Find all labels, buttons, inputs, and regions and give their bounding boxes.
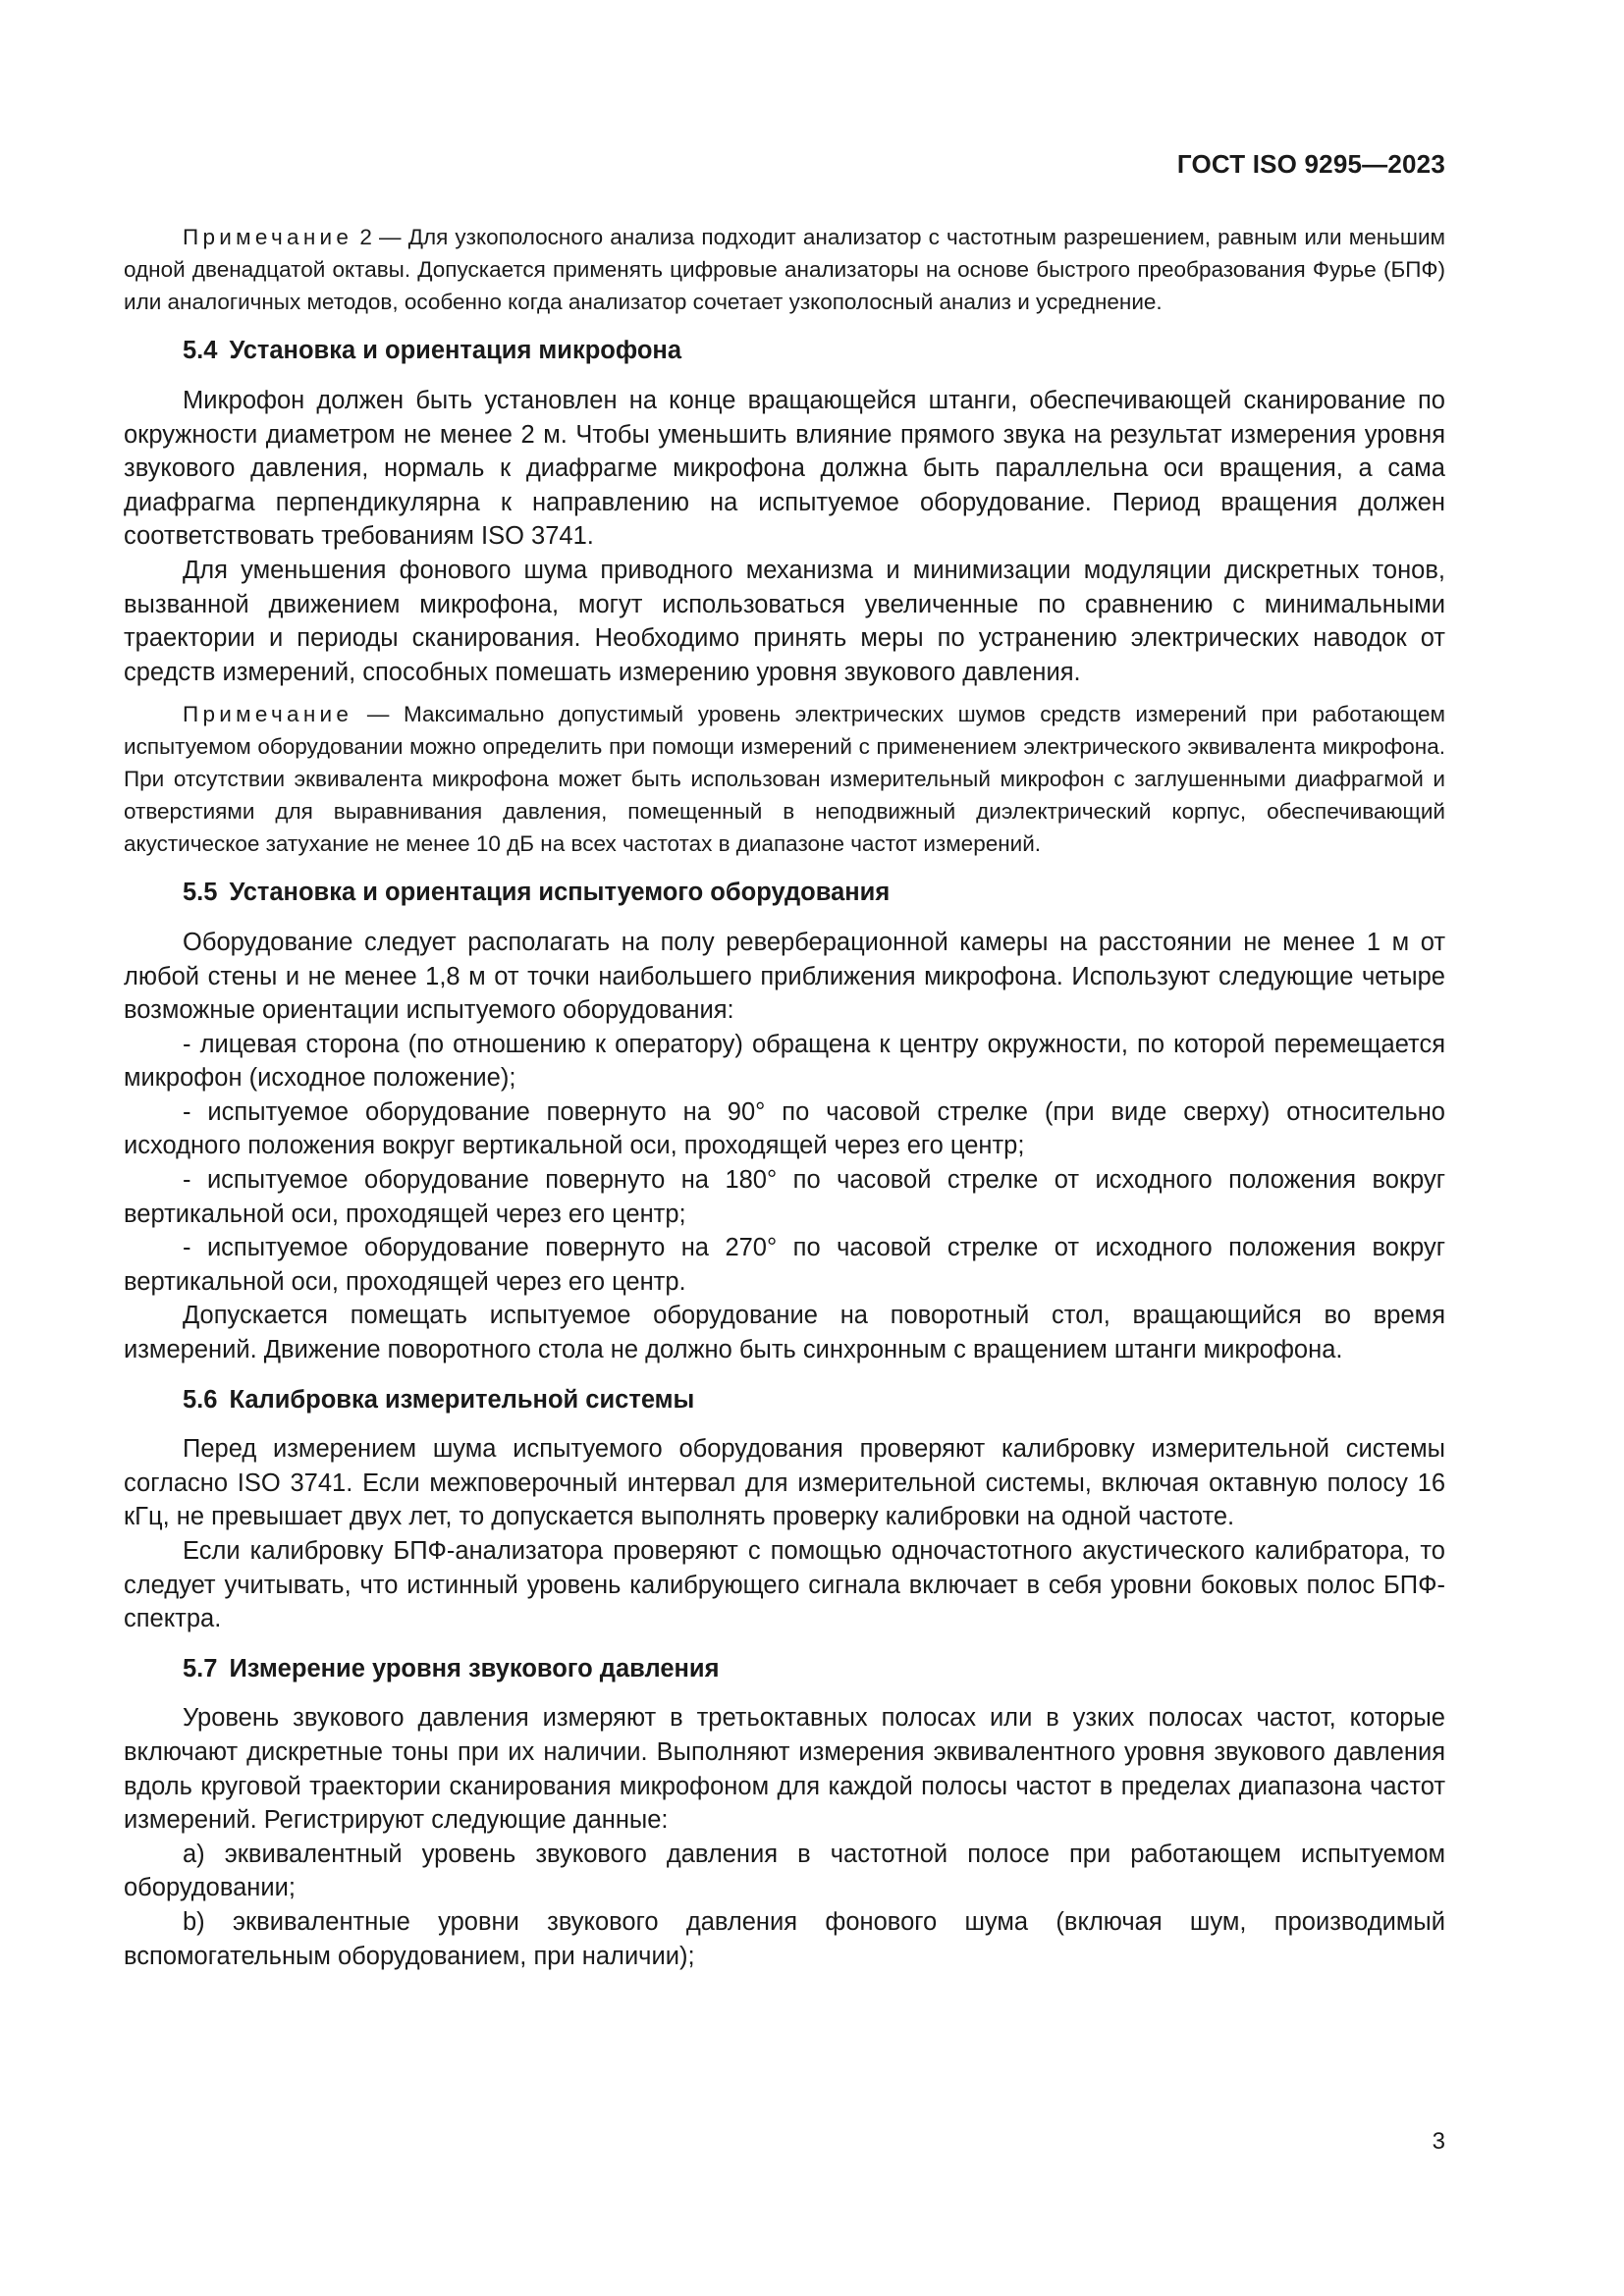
- paragraph: Микрофон должен быть установлен на конце вращающейся штанги, обеспечивающей сканирование по окружности диаметром не менее 2 м. Чтобы уменьшить влияние прямого звука на результат измерения уровня звукового давления, нормаль к диафрагме микрофона должна быть параллельна оси вращения, а сама диафрагма перпендикулярна к направлению на испытуемое оборудование. Период вращения должен соответствовать требованиям ISO 3741.: [124, 386, 1445, 551]
- paragraph: Если калибровку БПФ-анализатора проверяют с помощью одночастотного акустического калибратора, то следует учитывать, что истинный уровень калибрующего сигнала включает в себя уровни боковых полос БПФ-спектра.: [124, 1537, 1445, 1633]
- list-item: a) эквивалентный уровень звукового давления в частотной полосе при работающем испытуемом оборудовании;: [124, 1840, 1445, 1902]
- section-number: 5.6: [183, 1385, 218, 1414]
- note-text: — Максимально допустимый уровень электрических шумов средств измерений при работающем испытуемом оборудовании можно определить при помощи измерений с применением электрического эквивалента микрофона. При отсутствии эквивалента микрофона может быть использован измерительный микрофон с заглушенными диафрагмой и отверстиями для выравнивания давления, помещенный в неподвижный диэлектрический корпус, обеспечивающий акустическое затухание не менее 10 дБ на всех частотах в диапазоне частот измерений.: [124, 702, 1445, 856]
- section-title: Установка и ориентация микрофона: [229, 337, 681, 365]
- note-text: 2 — Для узкополосного анализа подходит анализатор с частотным разрешением, равным или меньшим одной двенадцатой октавы. Допускается применять цифровые анализаторы на основе быстрого преобразования Фурье (БПФ) или аналогичных методов, особенно когда анализатор сочетает узкополосный анализ и усреднение.: [124, 225, 1445, 314]
- list-item: - лицевая сторона (по отношению к оператору) обращена к центру окружности, по которой перемещается микрофон (исходное положение);: [124, 1030, 1445, 1093]
- list-item: - испытуемое оборудование повернуто на 90° по часовой стрелке (при виде сверху) относительно исходного положения вокруг вертикальной оси, проходящей через его центр;: [124, 1097, 1445, 1160]
- note-2: [124, 222, 1445, 318]
- note-label: Примечание: [183, 702, 353, 727]
- section-title: Установка и ориентация испытуемого оборудования: [229, 879, 891, 907]
- section-number: 5.7: [183, 1654, 218, 1682]
- paragraph: Перед измерением шума испытуемого оборудования проверяют калибровку измерительной системы согласно ISO 3741. Если межповерочный интервал для измерительной системы, включая октавную полосу 16 кГц, не превышает двух лет, то допускается выполнять проверку калибровки на одной частоте.: [124, 1435, 1445, 1531]
- page-content: [124, 222, 1445, 1973]
- note: [124, 699, 1445, 860]
- paragraph: Для уменьшения фонового шума приводного механизма и минимизации модуляции дискретных тонов, вызванной движением микрофона, могут использоваться увеличенные по сравнению с минимальными траектории и периоды сканирования. Необходимо принять меры по устранению электрических наводок от средств измерений, способных помешать измерению уровня звукового давления.: [124, 556, 1445, 686]
- paragraph: Уровень звукового давления измеряют в третьоктавных полосах или в узких полосах частот, которые включают дискретные тоны при их наличии. Выполняют измерения эквивалентного уровня звукового давления вдоль круговой траектории сканирования микрофоном для каждой полосы частот в пределах диапазона частот измерений. Регистрируют следующие данные:: [124, 1704, 1445, 1835]
- list-item: - испытуемое оборудование повернуто на 180° по часовой стрелке от исходного положения вокруг вертикальной оси, проходящей через его центр;: [124, 1166, 1445, 1228]
- section-heading-5-4: [124, 334, 1445, 368]
- section-number: 5.5: [183, 879, 218, 907]
- section-heading-5-5: [124, 876, 1445, 910]
- section-heading-5-7: [124, 1652, 1445, 1686]
- list-item: - испытуемое оборудование повернуто на 270° по часовой стрелке от исходного положения вокруг вертикальной оси, проходящей через его центр.: [124, 1234, 1445, 1296]
- note-label: Примечание: [183, 225, 353, 249]
- paragraph: Допускается помещать испытуемое оборудование на поворотный стол, вращающийся во время измерений. Движение поворотного стола не должно быть синхронным с вращением штанги микрофона.: [124, 1302, 1445, 1364]
- section-title: Калибровка измерительной системы: [229, 1385, 695, 1414]
- section-heading-5-6: [124, 1383, 1445, 1417]
- standard-designation: ГОСТ ISO 9295—2023: [1176, 149, 1445, 179]
- list-item: b) эквивалентные уровни звукового давления фонового шума (включая шум, производимый вспомогательным оборудованием, при наличии);: [124, 1907, 1445, 1970]
- section-title: Измерение уровня звукового давления: [229, 1654, 720, 1682]
- page-number: 3: [1432, 2128, 1445, 2155]
- paragraph: Оборудование следует располагать на полу реверберационной камеры на расстоянии не менее 1 м от любой стены и не менее 1,8 м от точки наибольшего приближения микрофона. Используют следующие четыре возможные ориентации испытуемого оборудования:: [124, 928, 1445, 1025]
- section-number: 5.4: [183, 337, 218, 365]
- document-page: [124, 0, 1445, 2296]
